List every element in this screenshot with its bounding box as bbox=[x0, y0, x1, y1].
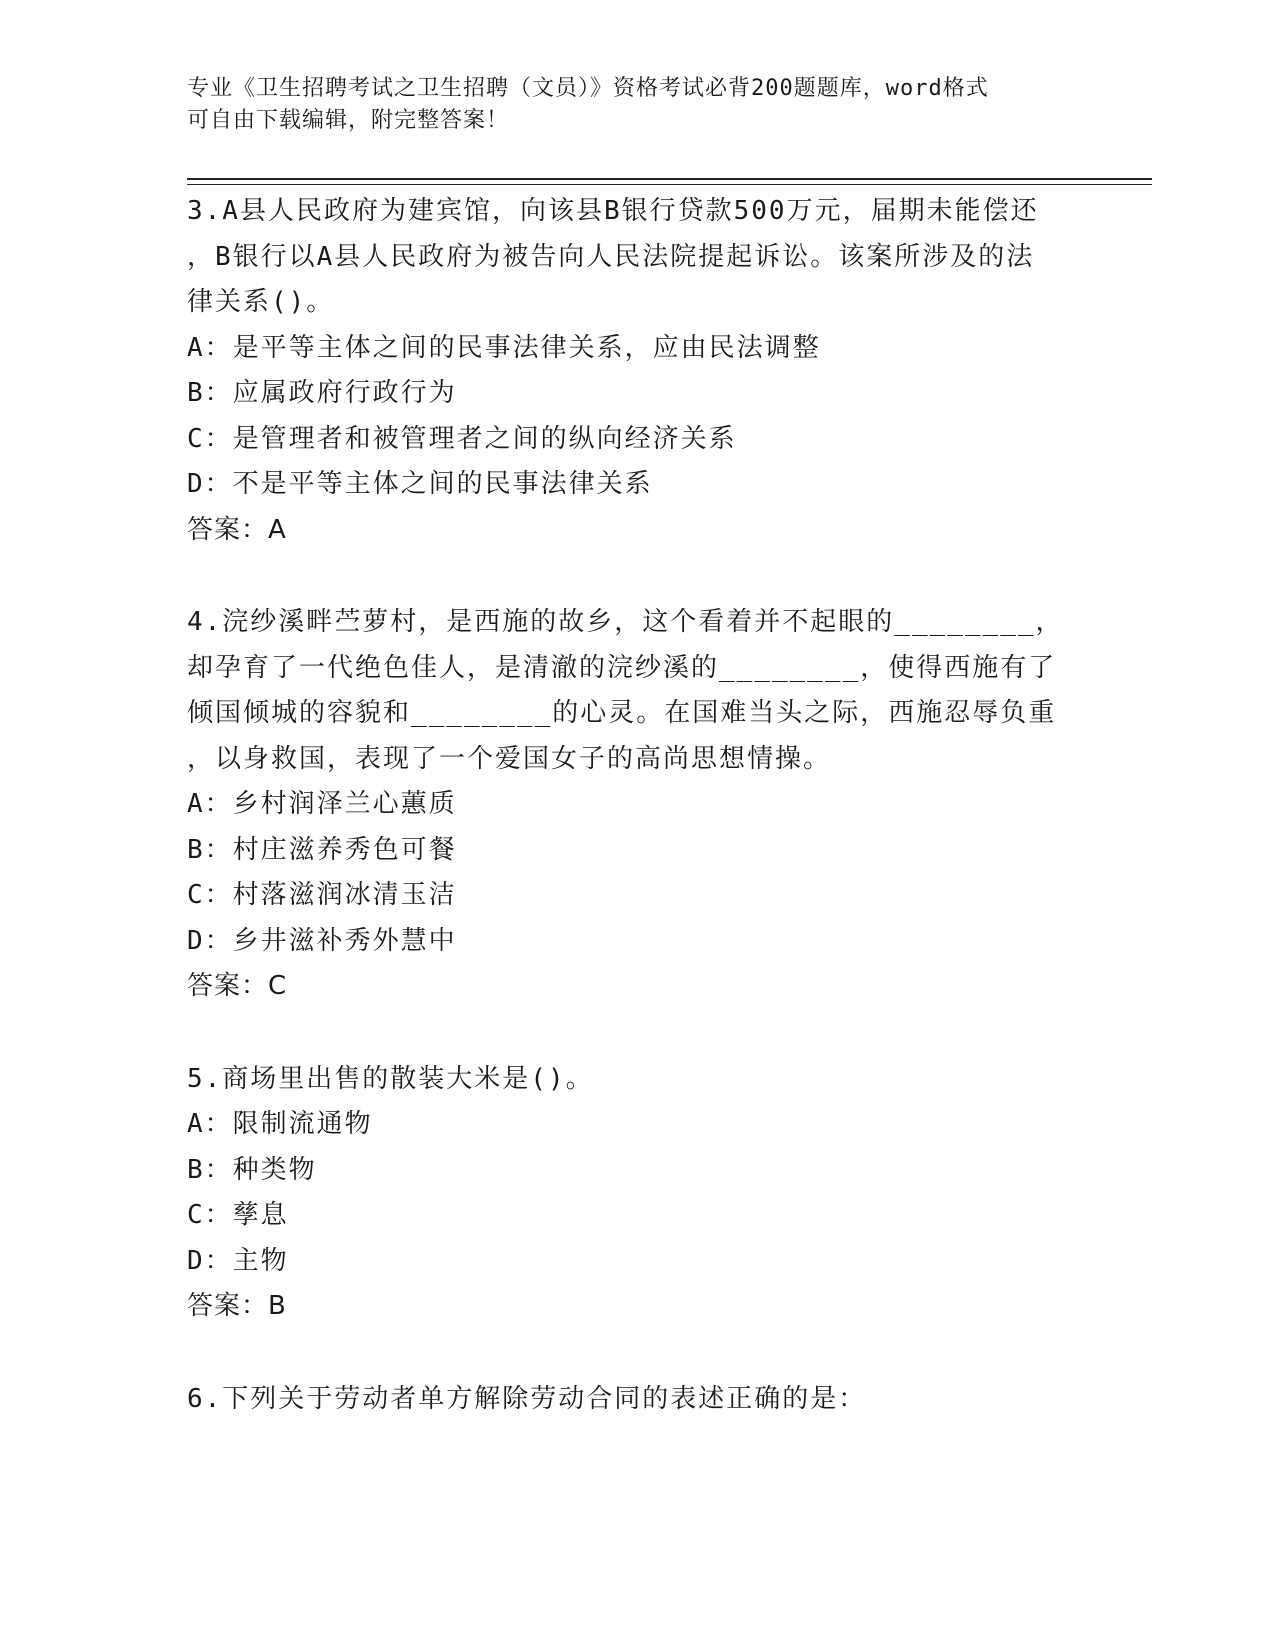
question-3 bbox=[187, 189, 1152, 553]
question-text: 6.下列关于劳动者单方解除劳动合同的表述正确的是： bbox=[187, 1383, 867, 1414]
option-d: D：乡井滋补秀外慧中 bbox=[187, 925, 457, 956]
question-list bbox=[187, 189, 1152, 1422]
option-a: A：是平等主体之间的民事法律关系，应由民法调整 bbox=[187, 332, 821, 363]
header-divider-thin bbox=[187, 184, 1152, 185]
question-text: 倾国倾城的容貌和________的心灵。在国难当头之际，西施忍辱负重 bbox=[187, 698, 1057, 728]
question-text: 律关系()。 bbox=[187, 287, 335, 317]
document-header bbox=[187, 73, 1087, 137]
option-b: B：应属政府行政行为 bbox=[187, 378, 457, 408]
option-b: B：种类物 bbox=[187, 1154, 317, 1185]
question-text: 3.A县人民政府为建宾馆，向该县B银行贷款500万元，届期未能偿还 bbox=[187, 196, 1039, 226]
option-a: A：限制流通物 bbox=[187, 1109, 373, 1139]
question-text: 却孕育了一代绝色佳人，是清澈的浣纱溪的________，使得西施有了 bbox=[187, 652, 1057, 683]
answer: 答案：A bbox=[187, 514, 287, 545]
question-6 bbox=[187, 1377, 1152, 1423]
option-d: D：不是平等主体之间的民事法律关系 bbox=[187, 469, 653, 499]
question-text: 4.浣纱溪畔苎萝村，是西施的故乡，这个看着并不起眼的________， bbox=[187, 607, 1064, 637]
option-a: A：乡村润泽兰心蕙质 bbox=[187, 789, 457, 819]
option-c: C：是管理者和被管理者之间的纵向经济关系 bbox=[187, 423, 737, 454]
option-c: C：孳息 bbox=[187, 1200, 289, 1230]
option-b: B：村庄滋养秀色可餐 bbox=[187, 834, 457, 865]
header-line-2: 可自由下载编辑，附完整答案！ bbox=[187, 108, 510, 133]
header-divider-thick bbox=[187, 178, 1152, 180]
question-text: ，B银行以A县人民政府为被告向人民法院提起诉讼。该案所涉及的法 bbox=[187, 241, 1035, 272]
question-text: 5.商场里出售的散装大米是()。 bbox=[187, 1063, 594, 1094]
option-d: D：主物 bbox=[187, 1245, 289, 1276]
question-text: ，以身救国，表现了一个爱国女子的高尚思想情操。 bbox=[187, 743, 832, 774]
question-4 bbox=[187, 600, 1152, 1010]
question-5 bbox=[187, 1057, 1152, 1330]
option-c: C：村落滋润冰清玉洁 bbox=[187, 880, 457, 910]
header-line-1: 专业《卫生招聘考试之卫生招聘（文员）》资格考试必背200题题库，word格式 bbox=[187, 76, 989, 101]
answer: 答案：C bbox=[187, 971, 288, 1001]
answer: 答案：B bbox=[187, 1291, 287, 1321]
